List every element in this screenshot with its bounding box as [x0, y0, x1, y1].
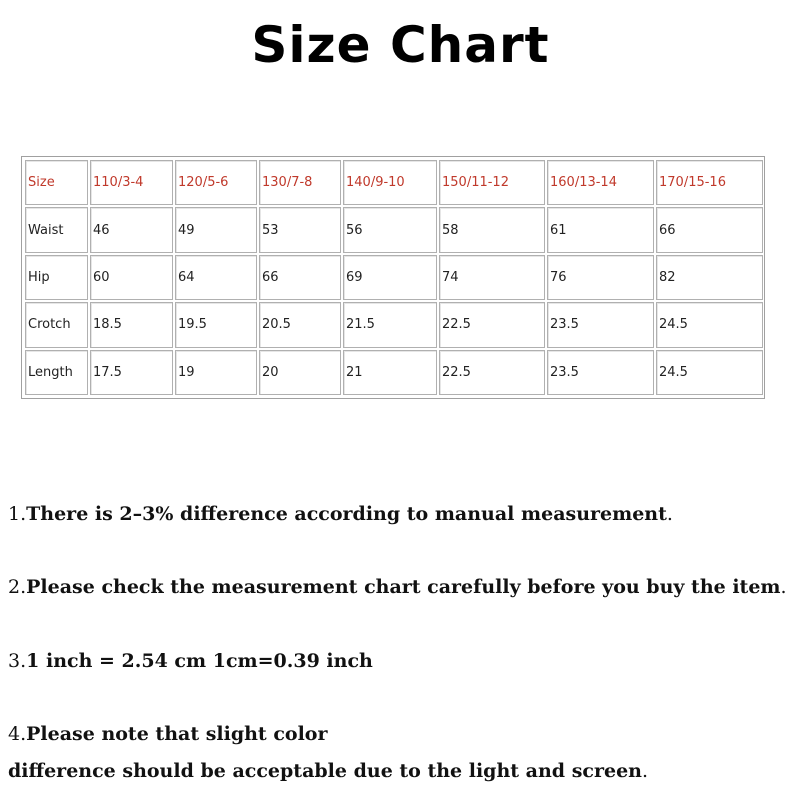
note-text: difference should be acceptable due to the light and screen — [8, 760, 642, 782]
table-header-cell: 130/7-8 — [259, 160, 341, 205]
table-cell: 17.5 — [90, 350, 173, 395]
table-cell: 61 — [547, 207, 654, 252]
table-cell: 66 — [259, 255, 341, 300]
note-4 — [8, 723, 327, 745]
table-cell: 21 — [343, 350, 437, 395]
table-header-cell: 170/15-16 — [656, 160, 763, 205]
table-cell: 18.5 — [90, 302, 173, 347]
table-header-cell: 140/9-10 — [343, 160, 437, 205]
table-cell: 58 — [439, 207, 545, 252]
table-row — [25, 255, 763, 300]
table-row — [25, 350, 763, 395]
note-end: . — [666, 503, 673, 525]
table-cell: 64 — [175, 255, 257, 300]
page-title: Size Chart — [251, 16, 550, 74]
table-cell: 19 — [175, 350, 257, 395]
table-row-label: Waist — [25, 207, 88, 252]
table-row-label: Crotch — [25, 302, 88, 347]
note-text: Please note that slight color — [26, 723, 328, 745]
table-cell: 46 — [90, 207, 173, 252]
table-cell: 69 — [343, 255, 437, 300]
table-row — [25, 302, 763, 347]
size-chart-table — [21, 156, 765, 399]
table-header-cell: 120/5-6 — [175, 160, 257, 205]
note-number: 3. — [8, 650, 27, 672]
table-row-label: Length — [25, 350, 88, 395]
note-1 — [8, 503, 673, 525]
table-cell: 20 — [259, 350, 341, 395]
table-cell: 23.5 — [547, 350, 654, 395]
table-cell: 20.5 — [259, 302, 341, 347]
note-2 — [8, 576, 787, 598]
table-header-cell: 150/11-12 — [439, 160, 545, 205]
table-cell: 66 — [656, 207, 763, 252]
note-number: 1. — [8, 503, 27, 525]
table-row — [25, 207, 763, 252]
table-cell: 22.5 — [439, 350, 545, 395]
table-cell: 22.5 — [439, 302, 545, 347]
table-cell: 24.5 — [656, 302, 763, 347]
table-cell: 60 — [90, 255, 173, 300]
note-number: 4. — [8, 723, 27, 745]
note-text: There is 2–3% difference according to manual measurement — [26, 503, 667, 525]
table-header-cell: 110/3-4 — [90, 160, 173, 205]
note-end: . — [641, 760, 649, 782]
table-header-row — [25, 160, 763, 205]
table-row-label: Hip — [25, 255, 88, 300]
note-text: Please check the measurement chart carefully before you buy the item — [26, 576, 781, 598]
note-3 — [8, 650, 373, 672]
table-cell: 82 — [656, 255, 763, 300]
table-cell: 76 — [547, 255, 654, 300]
table-cell: 21.5 — [343, 302, 437, 347]
note-number: 2. — [8, 576, 27, 598]
table-cell: 56 — [343, 207, 437, 252]
table-cell: 24.5 — [656, 350, 763, 395]
table-cell: 19.5 — [175, 302, 257, 347]
table-cell: 23.5 — [547, 302, 654, 347]
table-header-cell: 160/13-14 — [547, 160, 654, 205]
note-4-continued — [8, 760, 648, 782]
note-text: 1 inch = 2.54 cm 1cm=0.39 inch — [26, 650, 373, 672]
note-end: . — [780, 576, 787, 598]
table-cell: 53 — [259, 207, 341, 252]
table-header-cell: Size — [25, 160, 88, 205]
table-cell: 49 — [175, 207, 257, 252]
table-cell: 74 — [439, 255, 545, 300]
